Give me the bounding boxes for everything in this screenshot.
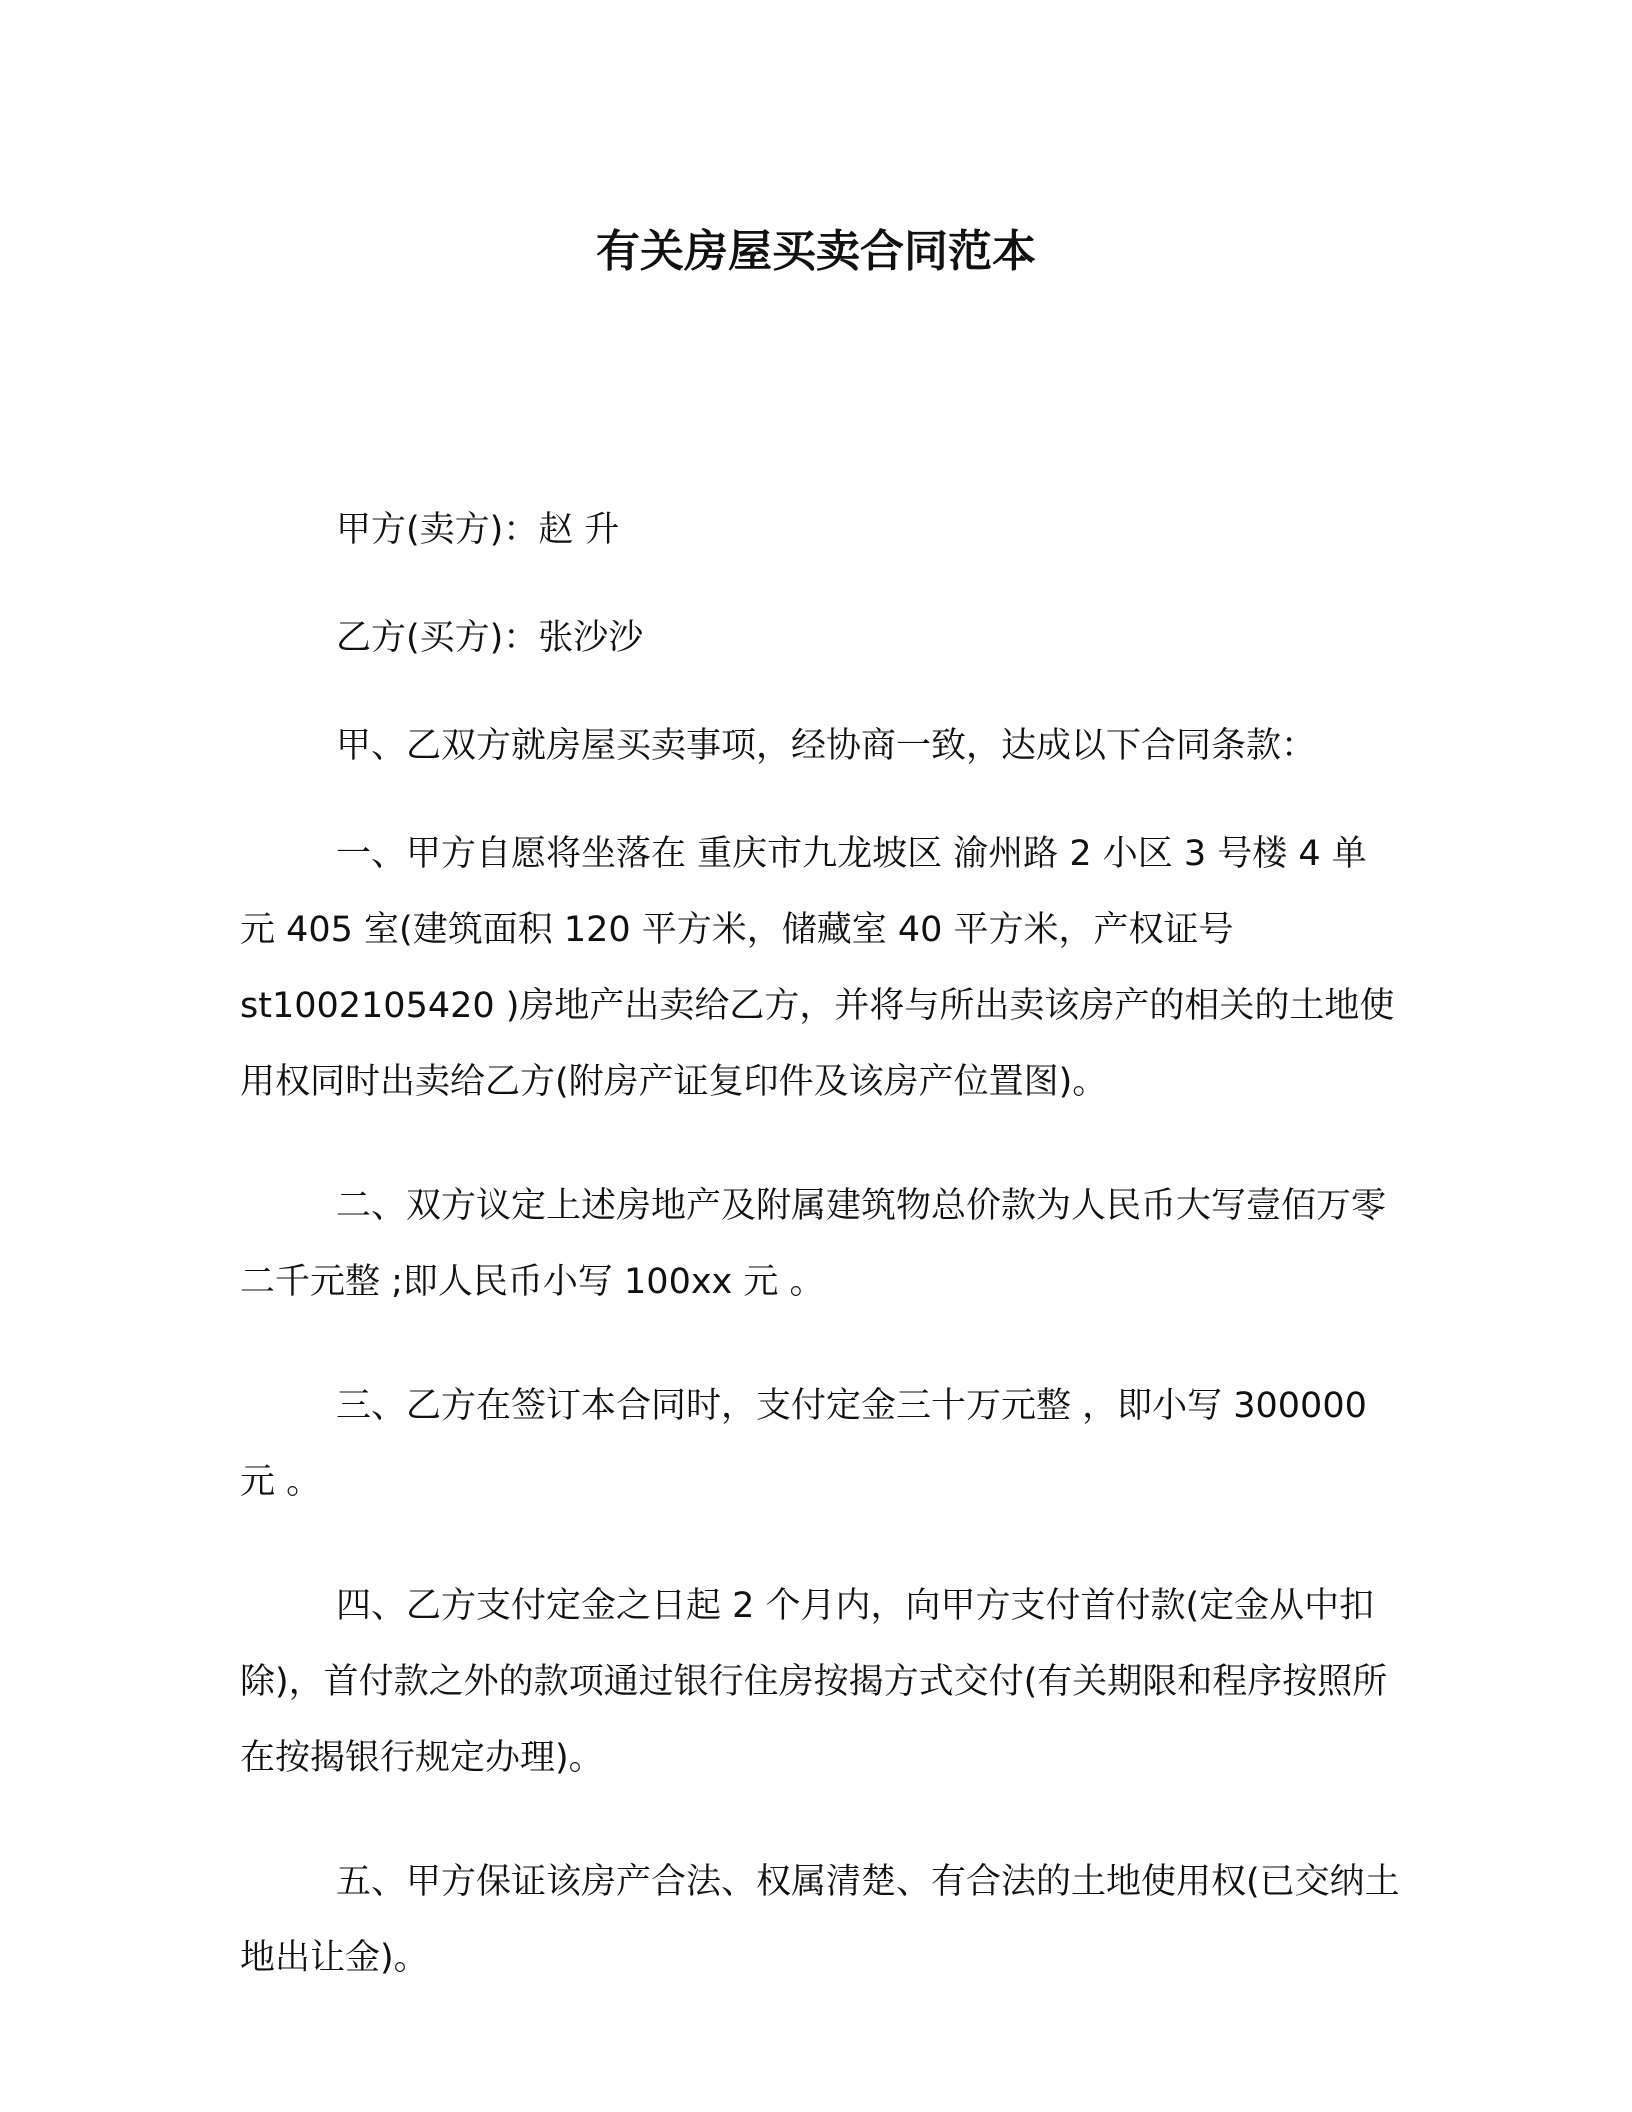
intro-paragraph: 甲、乙双方就房屋买卖事项，经协商一致，达成以下合同条款： <box>336 726 1317 766</box>
party-b-line: 乙方(买方)：张沙沙 <box>336 618 644 658</box>
clause-5: 五、甲方保证该房产合法、权属清楚、有合法的土地使用权(已交纳土地出让金)。 <box>240 1862 1400 1978</box>
document-body <box>240 492 1400 2044</box>
clause-4: 四、乙方支付定金之日起 2 个月内，向甲方支付首付款(定金从中扣除)，首付款之外的款项通过银行住房按揭方式交付(有关期限和程序按照所在按揭银行规定办理)。 <box>240 1586 1388 1778</box>
clause-1: 一、甲方自愿将坐落在 重庆市九龙坡区 渝州路 2 小区 3 号楼 4 单元 405 室(建筑面积 120 平方米，储藏室 40 平方米，产权证号 st1002105420 )房地产出卖给乙方，并将与所出卖该房产的相关的土地使用权同时出卖给乙方(附房产证复印件及该房产位置图)。 <box>240 834 1395 1102</box>
clause-2: 二、双方议定上述房地产及附属建筑物总价款为人民币大写壹佰万零二千元整 ;即人民币小写 100xx 元 。 <box>240 1186 1387 1302</box>
clause-3: 三、乙方在签订本合同时，支付定金三十万元整 ，即小写 300000 元 。 <box>240 1386 1367 1502</box>
document-title: 有关房屋买卖合同范本 <box>596 226 1036 277</box>
party-a-line: 甲方(卖方)：赵 升 <box>336 510 620 550</box>
